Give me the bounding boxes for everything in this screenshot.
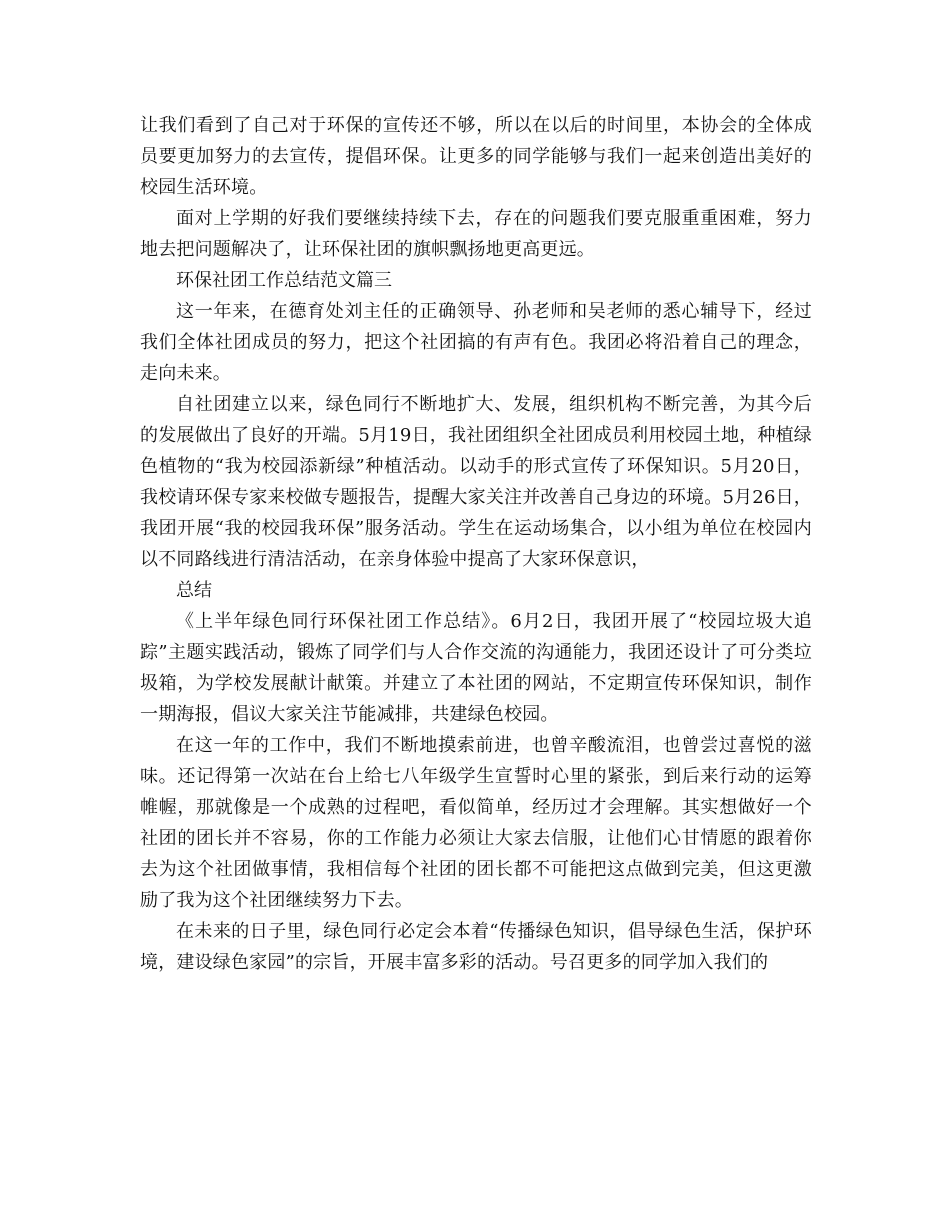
paragraph-reflection: 在这一年的工作中，我们不断地摸索前进，也曾辛酸流泪，也曾尝过喜悦的滋味。还记得第一次站在台上给七八年级学生宣誓时心里的紧张，到后来行动的运筹帷幄，那就像是一个成熟的过程吧，看似简单，经历过才会理解。其实想做好一个社团的团长并不容易，你的工作能力必须让大家去信服，让他们心甘情愿的跟着你去为这个社团做事情，我相信每个社团的团长都不可能把这点做到完美，但这更激励了我为这个社团继续努力下去。 [140, 735, 812, 911]
paragraph-year-review: 这一年来，在德育处刘主任的正确领导、孙老师和吴老师的悉心辅导下，经过我们全体社团成员的努力，把这个社团搞的有声有色。我团必将沿着自己的理念，走向未来。 [140, 301, 812, 384]
section-heading-summary: 总结 [176, 580, 212, 601]
paragraph-summary-title: 《上半年绿色同行环保社团工作总结》。6月2日，我团开展了“校园垃圾大追踪”主题实践活动，锻炼了同学们与人合作交流的沟通能力，我团还设计了可分类垃圾箱，为学校发展献计献策。并建立了本社团的网站，不定期宣传环保知识，制作一期海报，倡议大家关注节能减排，共建绿色校园。 [140, 611, 812, 725]
paragraph-activities: 自社团建立以来，绿色同行不断地扩大、发展，组织机构不断完善，为其今后的发展做出了良好的开端。5月19日，我社团组织全社团成员利用校园土地，种植绿色植物的“我为校园添新绿”种植活动。以动手的形式宣传了环保知识。5月20日，我校请环保专家来校做专题报告，提醒大家关注并改善自己身边的环境。5月26日，我团开展“我的校园我环保”服务活动。学生在运动场集合，以小组为单位在校园内以不同路线进行清洁活动，在亲身体验中提高了大家环保意识， [140, 394, 812, 570]
paragraph-continuation: 让我们看到了自己对于环保的宣传还不够，所以在以后的时间里，本协会的全体成员要更加努力的去宣传，提倡环保。让更多的同学能够与我们一起来创造出美好的校园生活环境。 [140, 115, 812, 198]
document-body [140, 110, 812, 978]
paragraph-upper-semester: 面对上学期的好我们要继续持续下去，存在的问题我们要克服重重困难，努力地去把问题解决了，让环保社团的旗帜飘扬地更高更远。 [140, 208, 812, 260]
paragraph-future: 在未来的日子里，绿色同行必定会本着“传播绿色知识，倡导绿色生活，保护环境，建设绿色家园”的宗旨，开展丰富多彩的活动。号召更多的同学加入我们的 [140, 921, 812, 973]
section-heading-part-three: 环保社团工作总结范文篇三 [176, 270, 392, 291]
